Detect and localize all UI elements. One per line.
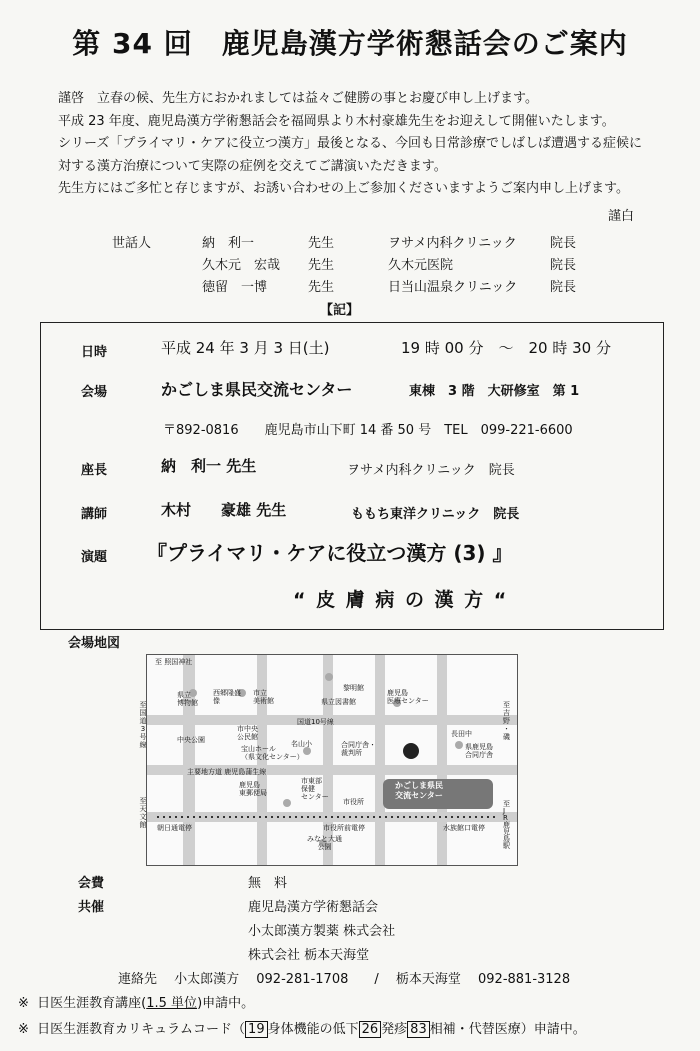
map-text: 宝山ホール （県文化センター） [241, 745, 304, 761]
venue-room: 東棟 3 階 大研修室 第 1 [409, 384, 580, 399]
note-credit [18, 992, 254, 1011]
note-mark: ※ [18, 996, 29, 1011]
map-text: 市役所 [343, 798, 364, 806]
curriculum-code: 19 [245, 1021, 268, 1038]
organizer-title: 院長 [550, 258, 577, 273]
cohost-label: 共催 [78, 900, 105, 915]
speaker-name: 木村 豪雄 先生 [161, 501, 287, 519]
map-text: 市東部 保健 センター [301, 777, 329, 801]
venue-label: 会場 [81, 385, 108, 400]
chair-affiliation: ヲサメ内科クリニック 院長 [347, 463, 515, 478]
organizer-name: 久木元 宏哉 [202, 258, 281, 273]
note-text: 発疹 [381, 1022, 408, 1037]
topic-subtitle: “ 皮 膚 病 の 漢 方 “ [293, 589, 509, 611]
date-label: 日時 [81, 345, 108, 360]
note-text: )申請中。 [197, 996, 255, 1011]
organizer-clinic: ヲサメ内科クリニック [388, 236, 517, 251]
map-text: 県立図書館 [321, 698, 356, 706]
topic-title: 『プライマリ・ケアに役立つ漢方 (3) 』 [147, 541, 513, 565]
organizer-honorific: 先生 [308, 258, 335, 273]
map-text: 国道10号線 [297, 718, 334, 726]
closing-word: 謹白 [608, 209, 635, 224]
map-label: 会場地図 [68, 636, 121, 651]
venue-value: かごしま県民交流センター [161, 380, 353, 399]
organizer-title: 院長 [550, 236, 577, 251]
speaker-label: 講師 [81, 507, 108, 522]
map-text: みなと大通 公園 [307, 835, 342, 851]
map-text: 朝日通電停 [157, 824, 192, 832]
map-venue-label: かごしま県民 交流センター [395, 781, 443, 800]
map-landmark [325, 673, 333, 681]
intro-line: シリーズ「プライマリ・ケアに役立つ漢方」最後となる、今回も日常診療でしばしば遭遇する症候に [58, 136, 642, 151]
map-text: 西郷隆盛 像 [213, 689, 241, 705]
fee-label: 会費 [78, 876, 105, 891]
organizer-title: 院長 [550, 280, 577, 295]
chair-label: 座長 [81, 463, 108, 478]
topic-label: 演題 [81, 550, 108, 565]
note-text: 日医生涯教育カリキュラムコード（ [37, 1022, 246, 1037]
map-road [183, 655, 195, 865]
map-text: 合同庁舎・ 裁判所 [341, 741, 376, 757]
details-box [40, 322, 664, 630]
map-text: 名山小 [291, 740, 312, 748]
time-value: 19 時 00 分 ～ 20 時 30 分 [401, 339, 611, 357]
map-text: 水族館口電停 [443, 824, 485, 832]
curriculum-code: 83 [407, 1021, 430, 1038]
map-text: 至 国 道 3 号 線 [139, 701, 147, 749]
note-text: 日医生涯教育講座( [37, 996, 147, 1011]
map-graphic [147, 655, 517, 865]
map-text: 至 照国神社 [155, 658, 193, 666]
date-value: 平成 24 年 3 月 3 日(土) [161, 339, 330, 357]
map-road [323, 655, 333, 865]
organizers-label: 世話人 [112, 236, 152, 251]
organizer-honorific: 先生 [308, 236, 335, 251]
map-text: 至 J R 鹿 児 島 駅 [503, 800, 510, 850]
curriculum-code: 26 [359, 1021, 382, 1038]
map-text: 鹿児島 医療センター [387, 689, 429, 705]
map-text: 主要地方道 鹿児島蒲生線 [187, 768, 267, 776]
map-road [375, 655, 385, 865]
chair-name: 納 利一 先生 [161, 457, 257, 475]
map-text: 市中央 公民館 [237, 725, 258, 741]
map-landmark [283, 799, 291, 807]
map-text: 市立 美術館 [253, 689, 274, 705]
map-text: 市役所前電停 [323, 824, 365, 832]
organizer-clinic: 久木元医院 [388, 258, 454, 273]
map-landmark [455, 741, 463, 749]
credit-value: 1.5 単位 [146, 996, 198, 1011]
fee-value: 無 料 [248, 876, 288, 891]
intro-line: 先生方にはご多忙と存じますが、お誘い合わせの上ご参加くださいますようご案内申し上げます。 [58, 181, 629, 196]
map-text: 鹿児島 東郵便局 [239, 781, 267, 797]
page-title: 第 34 回 鹿児島漢方学術懇話会のご案内 [72, 27, 628, 60]
organizer-name: 徳留 一博 [202, 280, 268, 295]
intro-text [58, 88, 642, 201]
speaker-affiliation: ももち東洋クリニック 院長 [351, 507, 520, 522]
contact-info: 連絡先 小太郎漢方 092-281-1708 / 栃本天海堂 092-881-3128 [118, 972, 571, 987]
map-text: 県立 博物館 [177, 691, 198, 707]
note-mark: ※ [18, 1022, 29, 1037]
organizer-honorific: 先生 [308, 280, 335, 295]
note-text: ）申請中。 [520, 1022, 586, 1037]
venue-map [139, 654, 518, 866]
organizer-name: 納 利一 [202, 236, 255, 251]
note-text: 相補・代替医療 [429, 1022, 521, 1037]
map-text: 黎明館 [343, 684, 364, 692]
ki-heading: 【記】 [320, 303, 360, 318]
cohost-item: 株式会社 栃本天海堂 [248, 948, 370, 963]
venue-address: 〒892-0816 鹿児島市山下町 14 番 50 号 TEL 099-221-6600 [163, 423, 573, 438]
cohost-item: 小太郎漢方製薬 株式会社 [248, 924, 396, 939]
map-text: 至 天 文 館 [139, 797, 147, 829]
note-curriculum [18, 1018, 586, 1037]
intro-line: 謹啓 立春の候、先生方におかれましては益々ご健勝の事とお慶び申し上げます。 [58, 91, 538, 106]
organizer-clinic: 日当山温泉クリニック [388, 280, 518, 295]
map-venue-marker [403, 743, 419, 759]
intro-line: 平成 23 年度、鹿児島漢方学術懇話会を福岡県より木村豪雄先生をお迎えして開催いたします。 [58, 113, 615, 129]
intro-line: 対する漢方治療について実際の症例を交えてご講演いただきます。 [58, 158, 447, 174]
cohost-item: 鹿児島漢方学術懇話会 [248, 900, 379, 915]
map-text: 長田中 [451, 730, 472, 738]
map-text: 中央公園 [177, 736, 205, 744]
note-text: 身体機能の低下 [267, 1022, 359, 1037]
map-road [437, 655, 447, 865]
map-text: 至 吉 野 ・ 磯 [503, 701, 510, 741]
map-text: 県鹿児島 合同庁舎 [465, 743, 493, 759]
